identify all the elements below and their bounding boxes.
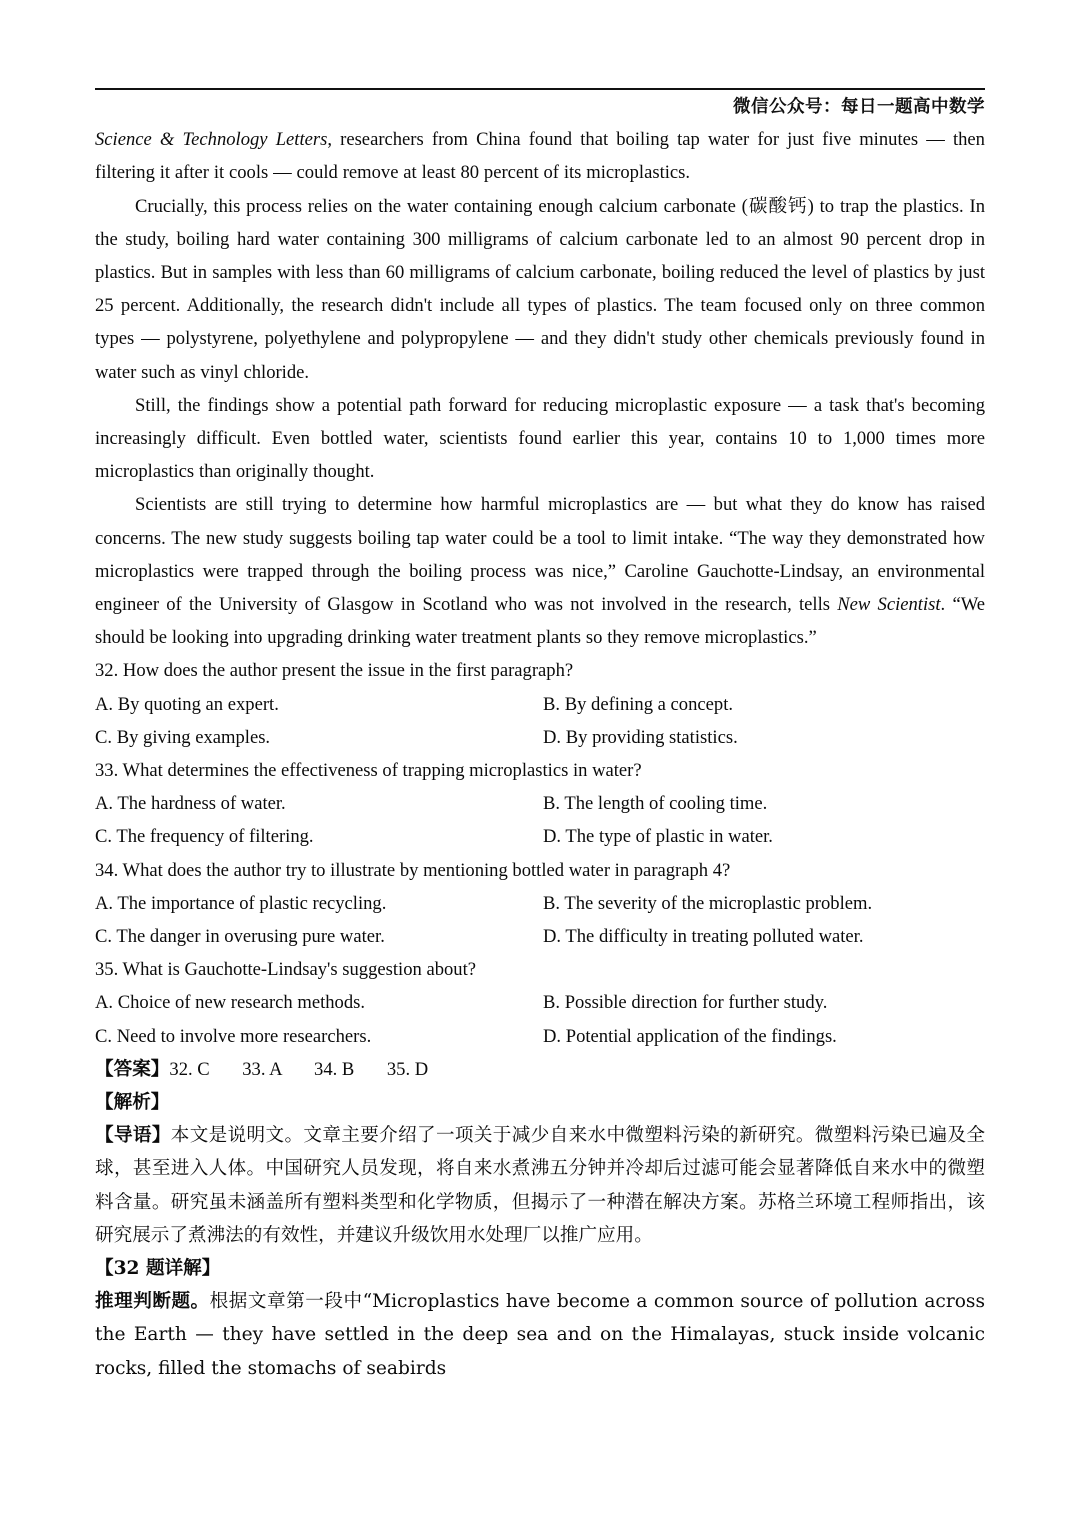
option-33-b[interactable]: B. The length of cooling time. (543, 793, 768, 815)
passage-paragraph-4 (95, 488, 985, 654)
question-32-type-label: 推理判断题。 (95, 1291, 210, 1313)
watermark-text: 微信公众号：每日一题高中数学 (733, 97, 985, 117)
passage-paragraph-4-part-a: Scientists are still trying to determine how harmful microplastics are — but what they do know has raised concerns. The new study suggests boiling tap water could be a tool to limit intake. “The way they demonstrated how microplastics were trapped through the boiling process was nice,” Caroline Gauchotte-Lindsay, an environmental engineer of the University of Glasgow in Scotland who was not involved in the research, tells (95, 494, 985, 615)
option-row-34-cd (95, 920, 985, 953)
option-34-c[interactable]: C. The danger in overusing pure water. (95, 926, 385, 947)
analysis-label-line (95, 1086, 985, 1119)
option-35-a[interactable]: A. Choice of new research methods. (95, 992, 366, 1014)
option-34-b[interactable]: B. The severity of the microplastic problem. (543, 892, 873, 914)
option-32-c[interactable]: C. By giving examples. (95, 726, 271, 748)
option-33-d[interactable]: D. The type of plastic in water. (543, 826, 773, 848)
option-34-d[interactable]: D. The difficulty in treating polluted water. (543, 926, 864, 947)
option-35-d[interactable]: D. Potential application of the findings. (543, 1025, 837, 1047)
question-32-detail-label: 【32 题详解】 (95, 1258, 221, 1280)
option-row-32-ab (95, 688, 985, 721)
passage-paragraph-3: Still, the findings show a potential path forward for reducing microplastic exposure — a task that's becoming increasingly difficult. Even bottled water, scientists found earlier this year, contains 10 to 1,000 times more microplastics than originally thought. (95, 394, 985, 483)
question-stem-32: 32. How does the author present the issue in the first paragraph? (95, 660, 574, 682)
question-32-explanation-text: 根据文章第一段中“Microplastics have become a common source of pollution across the Earth — they have settled in the deep sea and on the Himalayas, stuck inside volcanic rocks, filled the stomachs of seabirds (95, 1291, 985, 1379)
passage-paragraph-4-part-b: . “We should be looking into upgrading drinking water treatment plants so they remove microplastics.” (95, 593, 986, 649)
option-row-32-cd (95, 721, 985, 754)
guide-paragraph (95, 1119, 985, 1252)
option-32-a[interactable]: A. By quoting an expert. (95, 693, 279, 715)
option-32-b[interactable]: B. By defining a concept. (543, 693, 734, 715)
page-content (95, 88, 985, 1385)
option-row-35-ab (95, 986, 985, 1019)
guide-text: 本文是说明文。文章主要介绍了一项关于减少自来水中微塑料污染的新研究。微塑料污染已遍及全球，甚至进入人体。中国研究人员发现，将自来水煮沸五分钟并冷却后过滤可能会显著降低自来水中的微塑料含量。研究虽未涵盖所有塑料类型和化学物质，但揭示了一种潜在解决方案。苏格兰环境工程师指出，该研究展示了煮沸法的有效性，并建议升级饮用水处理厂以推广应用。 (95, 1125, 985, 1246)
option-row-34-ab (95, 887, 985, 920)
question-stem-33: 33. What determines the effectiveness of trapping microplastics in water? (95, 759, 642, 781)
passage-paragraph-1-rest: , researchers from China found that boiling tap water for just five minutes — then filtering it after it cools — could remove at least 80 percent of its microplastics. (95, 129, 985, 184)
analysis-label: 【解析】 (95, 1092, 170, 1114)
option-33-a[interactable]: A. The hardness of water. (95, 793, 286, 815)
question-stem-34: 34. What does the author try to illustrate by mentioning bottled water in paragraph 4? (95, 859, 731, 881)
option-35-c[interactable]: C. Need to involve more researchers. (95, 1025, 372, 1047)
answer-key-label: 【答案】 (95, 1058, 170, 1080)
option-row-35-cd (95, 1020, 985, 1053)
magazine-title-italic: New Scientist (837, 593, 941, 615)
passage-paragraph-2: Crucially, this process relies on the water containing enough calcium carbonate (碳酸钙) to trap the plastics. In the study, boiling hard water containing 300 milligrams of calcium carbonate led to an almost 90 percent drop in plastics. But in samples with less than 60 milligrams of calcium carbonate, boiling reduced the level of plastics by just 25 percent. Additionally, the research didn't include all types of plastics. The team focused only on three common types — polystyrene, polyethylene and polypropylene — and they didn't study other chemicals previously found in water such as vinyl chloride. (95, 195, 985, 383)
header-divider (95, 88, 985, 90)
passage-paragraph-1-continuation (95, 123, 985, 189)
question-32-explanation (95, 1285, 985, 1385)
option-33-c[interactable]: C. The frequency of filtering. (95, 826, 314, 848)
option-row-33-ab (95, 787, 985, 820)
option-32-d[interactable]: D. By providing statistics. (543, 726, 738, 748)
guide-label: 【导语】 (95, 1125, 171, 1147)
option-35-b[interactable]: B. Possible direction for further study. (543, 992, 828, 1014)
answer-key-line (95, 1053, 985, 1086)
answer-key-items: 32. C 33. A 34. B 35. D (169, 1058, 429, 1080)
option-34-a[interactable]: A. The importance of plastic recycling. (95, 892, 387, 914)
option-row-33-cd (95, 820, 985, 853)
question-32-detail-label-line (95, 1252, 985, 1285)
journal-title-italic: Science & Technology Letters (95, 129, 328, 151)
question-stem-35: 35. What is Gauchotte-Lindsay's suggestion about? (95, 959, 477, 981)
